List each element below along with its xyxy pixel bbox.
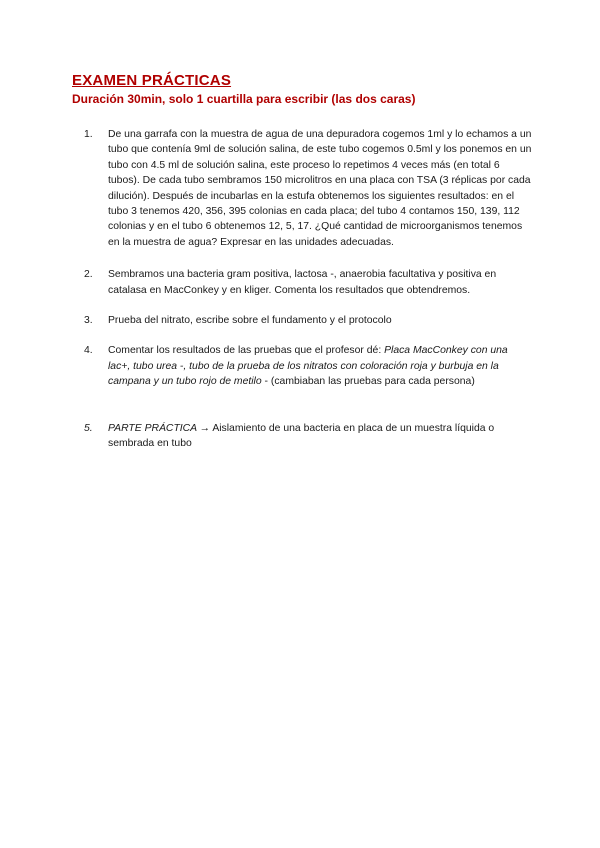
question-text-italic: PARTE PRÁCTICA → <box>108 422 210 434</box>
question-item-1 <box>84 127 532 250</box>
question-number: 1. <box>84 129 93 140</box>
question-text-italic: Placa MacConkey con una lac+, tubo urea -, tubo de la prueba de los nitratos con coloración roja y burbuja en la campana y un tubo rojo de metilo <box>108 345 508 388</box>
question-text-tail: Aislamiento de una bacteria en placa de un muestra líquida o sembrada en tubo <box>108 422 495 450</box>
question-text <box>108 421 532 452</box>
question-list <box>84 127 532 452</box>
question-item-5 <box>84 421 532 452</box>
question-text <box>108 343 532 389</box>
question-number: 5. <box>84 422 93 434</box>
question-text: De una garrafa con la muestra de agua de una depuradora cogemos 1ml y lo echamos a un tubo que contenía 9ml de solución salina, de este tubo cogemos 0.5ml y los ponemos en un tubo con 4.5 ml de solución salina, este proceso lo repetimos 4 veces más (en total 6 tubos). De cada tubo sembramos 150 microlitros en una placa con TSA (3 réplicas por cada dilución). Después de incubarlas en la estufa obtenemos los siguientes resultados: en el tubo 3 tenemos 420, 356, 395 colonias en cada placa; del tubo 4 contamos 150, 139, 112 colonias y en el tubo 6 obtenemos 12, 5, 17. ¿Qué cantidad de microorganismos tenemos en la muestra de agua? Expresar en las unidades adecuadas. <box>108 129 532 248</box>
question-item-2 <box>84 267 532 298</box>
question-number: 3. <box>84 315 93 327</box>
question-number: 4. <box>84 345 93 357</box>
question-text-plain: Comentar los resultados de las pruebas que el profesor dé: <box>108 345 385 357</box>
exam-title: EXAMEN PRÁCTICAS <box>72 72 232 89</box>
question-item-3 <box>84 313 532 328</box>
exam-duration-subtitle: Duración 30min, solo 1 cuartilla para escribir (las dos caras) <box>72 92 416 106</box>
question-text: Prueba del nitrato, escribe sobre el fundamento y el protocolo <box>108 315 392 327</box>
question-number: 2. <box>84 269 93 281</box>
question-item-4 <box>84 343 532 389</box>
question-text-tail: - (cambiaban las pruebas para cada persona) <box>261 376 475 388</box>
question-text: Sembramos una bacteria gram positiva, lactosa -, anaerobia facultativa y positiva en catalasa en MacConkey y en kliger. Comenta los resultados que obtendremos. <box>108 269 497 296</box>
